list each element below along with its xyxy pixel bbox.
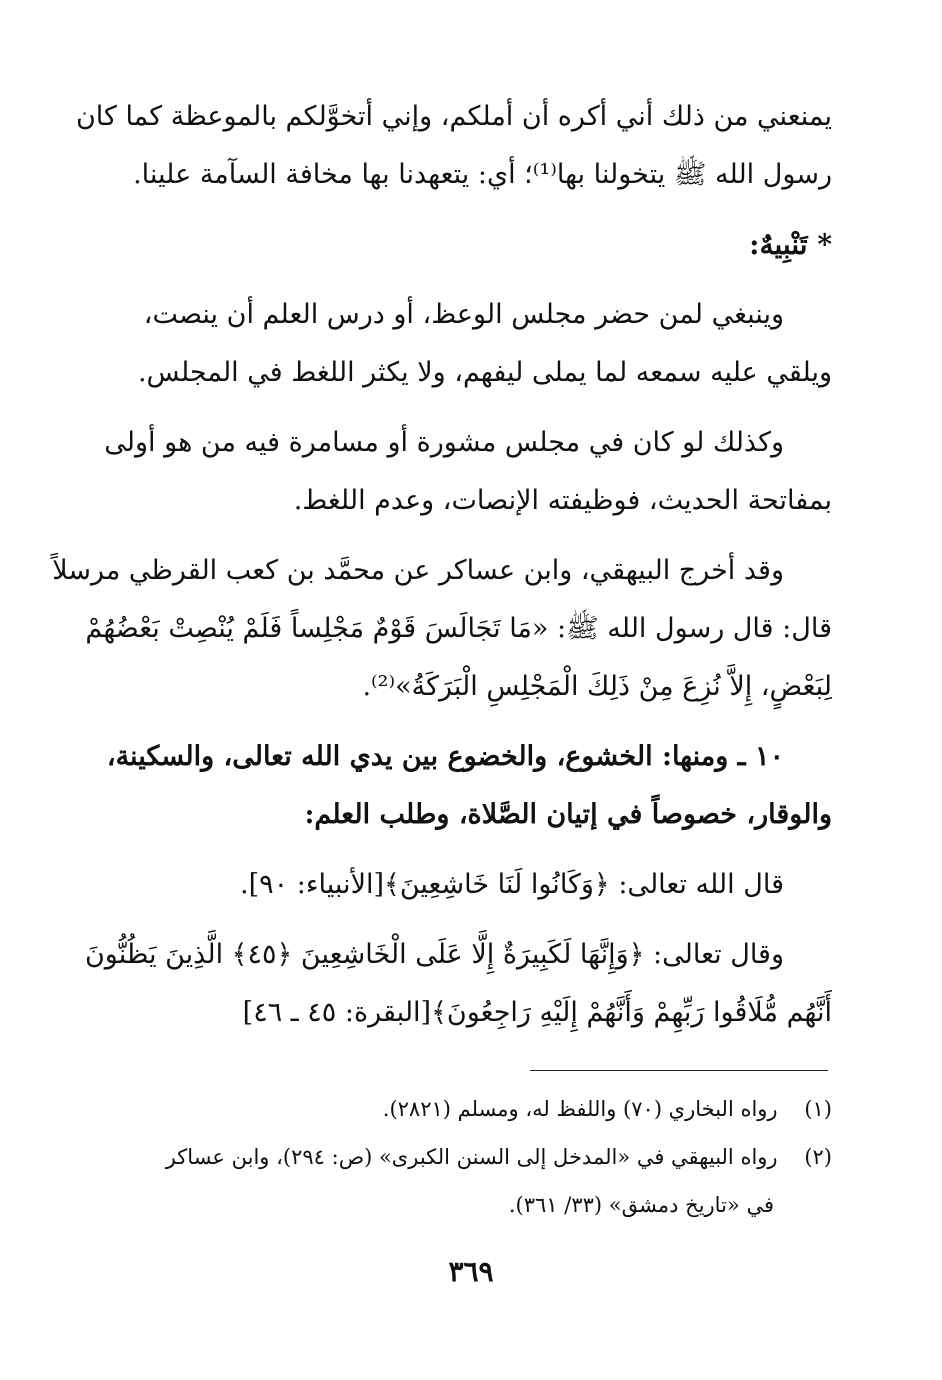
text-line: رسول الله ﷺ يتخولنا بها⁽¹⁾؛ أي: يتعهدنا بها مخافة السآمة علينا. — [133, 159, 832, 190]
footnote-number: (١) — [804, 1097, 832, 1121]
text-line: وكذلك لو كان في مجلس مشورة أو مسامرة فيه من هو أولى — [104, 427, 784, 458]
hadith-line: لِبَعْضٍ، إِلاَّ نُزِعَ مِنْ ذَلِكَ الْمَجْلِسِ الْبَرَكَةُ»⁽²⁾. — [362, 671, 832, 702]
text-line: وينبغي لمن حضر مجلس الوعظ، أو درس العلم أن ينصت، — [143, 299, 784, 330]
footnote-text: رواه البخاري (٧٠) واللفظ له، ومسلم (٢٨٢١). — [382, 1097, 778, 1121]
footnote-text: رواه البيهقي في «المدخل إلى السنن الكبرى» (ص: ٢٩٤)، وابن عساكر — [165, 1145, 778, 1169]
text-line: وقد أخرج البيهقي، وابن عساكر عن محمَّد بن كعب القرظي مرسلاً — [52, 555, 784, 586]
hadith-line: قال: قال رسول الله ﷺ: «مَا تَجَالَسَ قَوْمٌ مَجْلِساً فَلَمْ يُنْصِتْ بَعْضُهُمْ — [85, 613, 832, 644]
main-text — [52, 88, 832, 1042]
footnote-item — [110, 1133, 832, 1181]
footnote-continuation: في «تاريخ دمشق» (٣٣/ ٣٦١). — [508, 1193, 774, 1217]
quran-verse: وقال تعالى: ﴿وَإِنَّهَا لَكَبِيرَةٌ إِلَّا عَلَى الْخَاشِعِينَ ﴿٤٥﴾ الَّذِينَ يَظُنُّونَ — [84, 939, 784, 970]
text-line: ويلقي عليه سمعه لما يملى ليفهم، ولا يكثر اللغط في المجلس. — [137, 357, 832, 388]
footnotes — [110, 1085, 832, 1229]
point-ten-title: والوقار، خصوصاً في إتيان الصَّلاة، وطلب العلم: — [304, 799, 832, 830]
text-line: بمفاتحة الحديث، فوظيفته الإنصات، وعدم اللغط. — [293, 485, 832, 516]
section-heading: * تَنْبِيهٌ: — [749, 228, 832, 261]
quran-verse: قال الله تعالى: ﴿وَكَانُوا لَنَا خَاشِعِينَ﴾[الأنبياء: ٩٠]. — [240, 869, 784, 900]
point-ten-title: ١٠ ـ ومنها: الخشوع، والخضوع بين يدي الله تعالى، والسكينة، — [106, 741, 784, 772]
footnote-separator — [530, 1070, 828, 1071]
text-line: يمنعني من ذلك أني أكره أن أملكم، وإني أتخوَّلكم بالموعظة كما كان — [75, 101, 832, 132]
page-number: ٣٦٩ — [448, 1255, 494, 1288]
quran-verse: أَنَّهُم مُّلَاقُوا رَبِّهِمْ وَأَنَّهُمْ إِلَيْهِ رَاجِعُونَ﴾[البقرة: ٤٥ ـ ٤٦] — [242, 997, 832, 1028]
footnote-item — [110, 1085, 832, 1133]
footnote-number: (٢) — [804, 1145, 832, 1169]
